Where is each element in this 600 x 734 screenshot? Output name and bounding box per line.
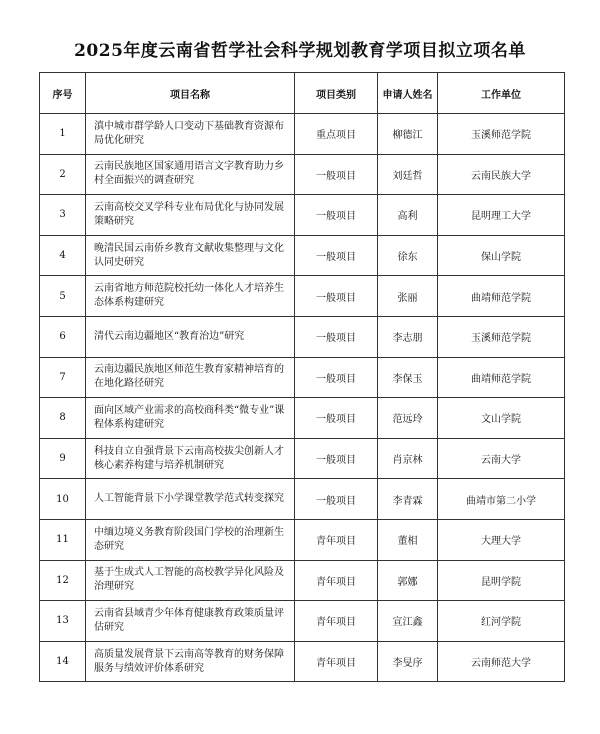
table-row — [40, 357, 565, 398]
row-no: 10 — [40, 479, 86, 520]
row-organization: 云南民族大学 — [438, 154, 565, 195]
row-no: 8 — [40, 398, 86, 439]
row-no: 1 — [40, 114, 86, 155]
row-applicant: 高利 — [378, 195, 438, 236]
row-organization: 昆明理工大学 — [438, 195, 565, 236]
row-applicant: 刘廷哲 — [378, 154, 438, 195]
row-applicant: 李青霖 — [378, 479, 438, 520]
table-row — [40, 114, 565, 155]
row-organization: 大理大学 — [438, 519, 565, 560]
row-project-name: 云南省地方师范院校托幼一体化人才培养生态体系构建研究 — [86, 276, 295, 317]
row-applicant: 董相 — [378, 519, 438, 560]
row-organization: 玉溪师范学院 — [438, 114, 565, 155]
row-applicant: 李志朋 — [378, 316, 438, 357]
row-organization: 云南大学 — [438, 438, 565, 479]
row-project-name: 晚清民国云南侨乡教育文献收集整理与文化认同史研究 — [86, 235, 295, 276]
row-project-name: 云南省县域青少年体育健康教育政策质量评估研究 — [86, 601, 295, 642]
row-organization: 云南师范大学 — [438, 641, 565, 682]
row-no: 7 — [40, 357, 86, 398]
row-category: 一般项目 — [295, 276, 378, 317]
row-project-name: 中缅边境义务教育阶段国门学校的治理新生态研究 — [86, 519, 295, 560]
row-organization: 保山学院 — [438, 235, 565, 276]
row-category: 一般项目 — [295, 154, 378, 195]
row-project-name: 云南边疆民族地区师范生教育家精神培育的在地化路径研究 — [86, 357, 295, 398]
document-title: 2025年度云南省哲学社会科学规划教育学项目拟立项名单 — [74, 41, 526, 61]
table-row — [40, 398, 565, 439]
table-row — [40, 276, 565, 317]
row-organization: 文山学院 — [438, 398, 565, 439]
row-project-name: 云南高校交叉学科专业布局优化与协同发展策略研究 — [86, 195, 295, 236]
table-header-row — [40, 73, 565, 114]
row-project-name: 面向区域产业需求的高校商科类“微专业”课程体系构建研究 — [86, 398, 295, 439]
row-organization: 玉溪师范学院 — [438, 316, 565, 357]
row-no: 11 — [40, 519, 86, 560]
row-project-name: 人工智能背景下小学课堂教学范式转变探究 — [86, 479, 295, 520]
row-organization: 红河学院 — [438, 601, 565, 642]
row-organization: 曲靖市第二小学 — [438, 479, 565, 520]
row-applicant: 李旻序 — [378, 641, 438, 682]
row-category: 青年项目 — [295, 601, 378, 642]
table-row — [40, 438, 565, 479]
header-category: 项目类别 — [295, 73, 378, 114]
header-no: 序号 — [40, 73, 86, 114]
row-applicant: 张丽 — [378, 276, 438, 317]
header-organization: 工作单位 — [438, 73, 565, 114]
row-applicant: 徐东 — [378, 235, 438, 276]
row-project-name: 基于生成式人工智能的高校教学异化风险及治理研究 — [86, 560, 295, 601]
row-no: 6 — [40, 316, 86, 357]
row-no: 12 — [40, 560, 86, 601]
row-no: 5 — [40, 276, 86, 317]
table-row — [40, 641, 565, 682]
row-project-name: 云南民族地区国家通用语言文字教育助力乡村全面振兴的调查研究 — [86, 154, 295, 195]
row-no: 14 — [40, 641, 86, 682]
row-project-name: 科技自立自强背景下云南高校拔尖创新人才核心素养构建与培养机制研究 — [86, 438, 295, 479]
row-applicant: 宣江鑫 — [378, 601, 438, 642]
row-category: 一般项目 — [295, 438, 378, 479]
row-category: 一般项目 — [295, 235, 378, 276]
row-category: 一般项目 — [295, 479, 378, 520]
row-category: 一般项目 — [295, 357, 378, 398]
table-row — [40, 195, 565, 236]
row-category: 一般项目 — [295, 316, 378, 357]
table-row — [40, 479, 565, 520]
row-organization: 昆明学院 — [438, 560, 565, 601]
table-row — [40, 560, 565, 601]
row-organization: 曲靖师范学院 — [438, 276, 565, 317]
table-row — [40, 235, 565, 276]
row-organization: 曲靖师范学院 — [438, 357, 565, 398]
row-category: 重点项目 — [295, 114, 378, 155]
row-project-name: 滇中城市群学龄人口变动下基础教育资源布局优化研究 — [86, 114, 295, 155]
row-category: 青年项目 — [295, 560, 378, 601]
project-list-table — [39, 72, 565, 682]
row-applicant: 肖京林 — [378, 438, 438, 479]
row-category: 一般项目 — [295, 195, 378, 236]
table-row — [40, 154, 565, 195]
row-category: 一般项目 — [295, 398, 378, 439]
row-project-name: 高质量发展背景下云南高等教育的财务保障服务与绩效评价体系研究 — [86, 641, 295, 682]
row-applicant: 郭娜 — [378, 560, 438, 601]
table-row — [40, 519, 565, 560]
table-row — [40, 316, 565, 357]
row-applicant: 李保玉 — [378, 357, 438, 398]
header-project-name: 项目名称 — [86, 73, 295, 114]
row-applicant: 范远玲 — [378, 398, 438, 439]
row-no: 2 — [40, 154, 86, 195]
row-applicant: 柳德江 — [378, 114, 438, 155]
row-project-name: 清代云南边疆地区“教育治边”研究 — [86, 316, 295, 357]
header-applicant: 申请人姓名 — [378, 73, 438, 114]
row-no: 9 — [40, 438, 86, 479]
row-no: 3 — [40, 195, 86, 236]
row-category: 青年项目 — [295, 641, 378, 682]
table-row — [40, 601, 565, 642]
row-no: 4 — [40, 235, 86, 276]
row-no: 13 — [40, 601, 86, 642]
row-category: 青年项目 — [295, 519, 378, 560]
